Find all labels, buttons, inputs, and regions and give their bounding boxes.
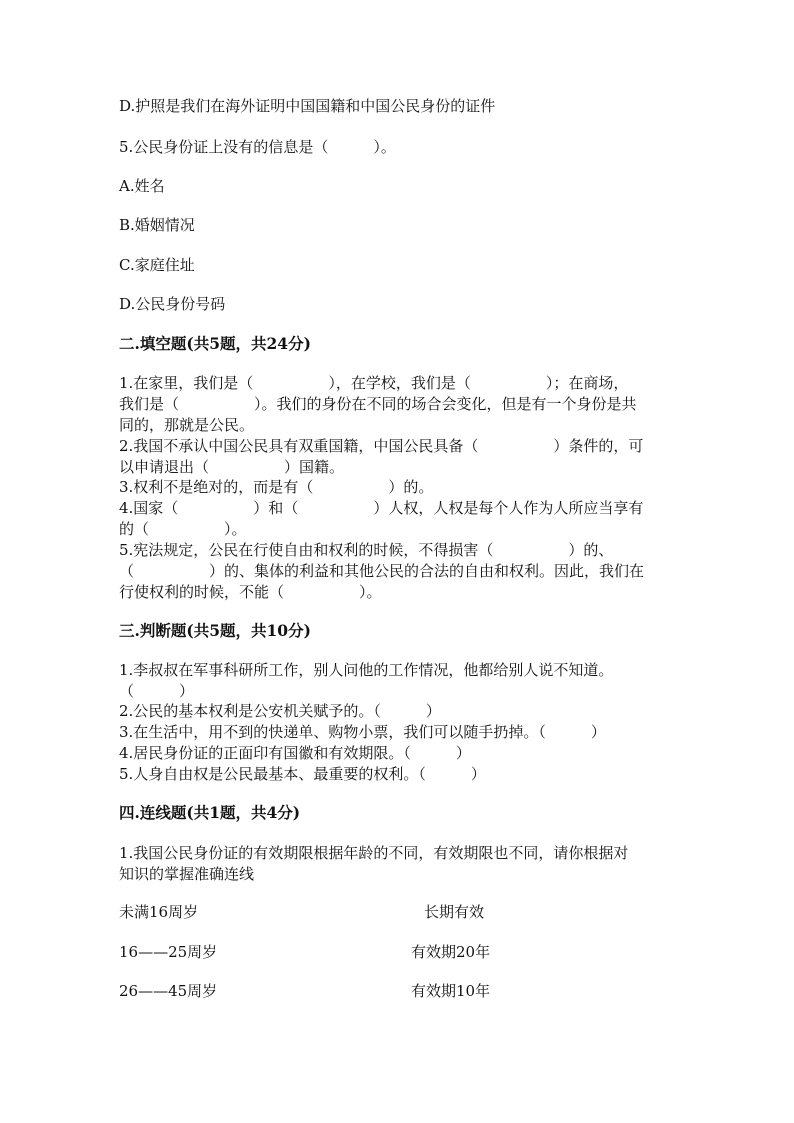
judge-line: 5.人身自由权是公民最基本、最重要的权利。（ ） [119, 765, 486, 783]
fill-heading: 二.填空题(共5题，共24分) [119, 334, 311, 353]
judge-line: 1.李叔叔在军事科研所工作，别人问他的工作情况，他都给别人说不知道。 [119, 661, 614, 679]
q5-option-a: A.姓名 [119, 177, 165, 195]
fill-line: 行使权利的时候，不能（ ）。 [119, 583, 382, 601]
fill-line: 的（ ）。 [119, 520, 247, 538]
fill-line: 以申请退出（ ）国籍。 [119, 458, 345, 476]
match-left-item: 26——45周岁 [119, 982, 218, 1000]
judge-heading: 三.判断题(共5题，共10分) [119, 621, 311, 640]
fill-line: 同的，那就是公民。 [119, 416, 255, 434]
q5-option-b: B.婚姻情况 [119, 216, 195, 234]
match-right-item: 长期有效 [424, 903, 485, 921]
fill-line: 1.在家里，我们是（ ），在学校，我们是（ ）；在商场， [119, 374, 629, 392]
match-heading: 四.连线题(共1题，共4分) [119, 803, 301, 822]
fill-line: 2.我国不承认中国公民具有双重国籍，中国公民具备（ ）条件的，可 [119, 437, 644, 455]
match-stem: 知识的掌握准确连线 [119, 865, 255, 883]
match-stem: 1.我国公民身份证的有效期限根据年龄的不同，有效期限也不同，请你根据对 [119, 844, 629, 862]
match-left-item: 16——25周岁 [119, 943, 218, 961]
fill-line: 5.宪法规定，公民在行使自由和权利的时候，不得损害（ ）的、 [119, 541, 614, 559]
q5-stem: 5.公民身份证上没有的信息是（ ）。 [119, 138, 396, 156]
match-right-item: 有效期20年 [411, 943, 491, 961]
fill-line: 我们是（ ）。我们的身份在不同的场合会变化，但是有一个身份是共 [119, 395, 637, 413]
match-left-item: 未满16周岁 [119, 903, 199, 921]
match-right-item: 有效期10年 [411, 982, 491, 1000]
q5-option-d: D.公民身份号码 [119, 295, 226, 313]
q4-option-d: D.护照是我们在海外证明中国国籍和中国公民身份的证件 [119, 97, 496, 115]
fill-line: 4.国家（ ）和（ ）人权，人权是每个人作为人所应当享有 [119, 499, 644, 517]
fill-line: （ ）的、集体的利益和其他公民的合法的自由和权利。因此，我们在 [119, 562, 645, 580]
fill-line: 3.权利不是绝对的，而是有（ ）的。 [119, 478, 434, 496]
judge-line: （ ） [119, 682, 195, 700]
q5-option-c: C.家庭住址 [119, 256, 195, 274]
judge-line: 2.公民的基本权利是公安机关赋予的。（ ） [119, 702, 441, 720]
judge-line: 3.在生活中，用不到的快递单、购物小票，我们可以随手扔掉。（ ） [119, 723, 606, 741]
judge-line: 4.居民身份证的正面印有国徽和有效期限。（ ） [119, 744, 471, 762]
